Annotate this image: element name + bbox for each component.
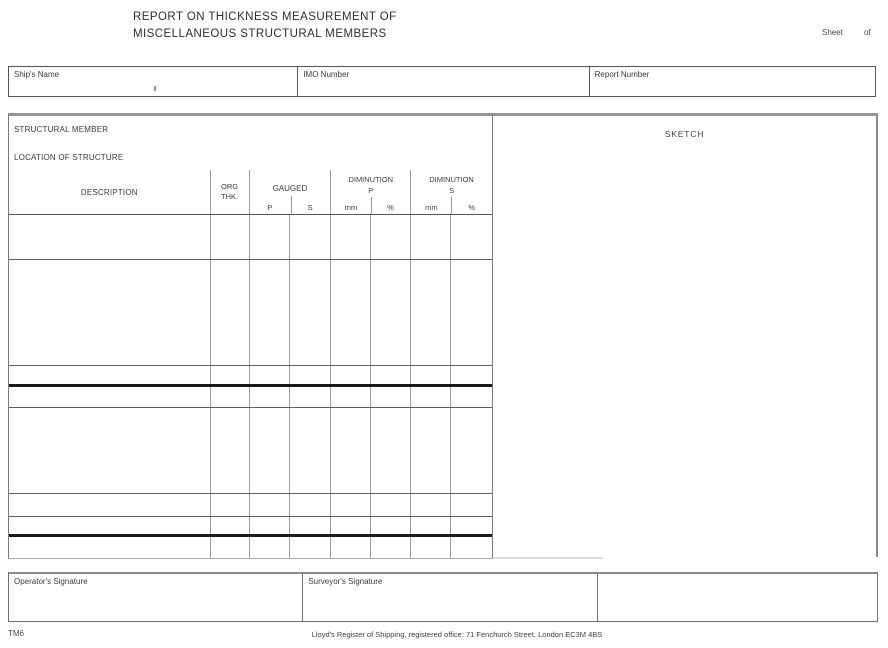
table-cell[interactable]	[290, 537, 331, 558]
blank-signature-field[interactable]	[598, 574, 877, 621]
table-cell[interactable]	[211, 517, 250, 534]
table-cell[interactable]	[371, 215, 411, 259]
gauged-p-label: P	[267, 203, 273, 212]
location-of-structure-label: LOCATION OF STRUCTURE	[14, 153, 124, 162]
sketch-area[interactable]	[493, 113, 878, 557]
structural-member-label: STRUCTURAL MEMBER	[14, 125, 109, 134]
table-row	[9, 494, 492, 517]
form-code: TM6	[8, 629, 24, 638]
sketch-label: SKETCH	[664, 129, 705, 139]
table-cell[interactable]	[331, 260, 371, 365]
report-number-label: Report Number	[594, 70, 650, 79]
table-row	[9, 260, 492, 366]
table-row	[9, 537, 492, 558]
diminution-p-letter: P	[368, 186, 374, 195]
measurement-table-header-band	[9, 116, 492, 170]
table-row	[9, 215, 492, 260]
table-cell[interactable]	[451, 260, 492, 365]
column-header-diminution-p	[331, 170, 411, 214]
imo-number-field[interactable]	[298, 67, 589, 96]
table-cell[interactable]	[9, 387, 211, 407]
table-cell[interactable]	[451, 408, 492, 493]
table-cell[interactable]	[211, 408, 250, 493]
page-title-line2: MISCELLANEOUS STRUCTURAL MEMBERS	[133, 27, 387, 40]
gauged-s-label: S	[307, 203, 313, 212]
table-cell[interactable]	[371, 366, 411, 384]
column-header-gauged	[250, 170, 332, 214]
surveyor-signature-field[interactable]	[303, 574, 597, 621]
table-cell[interactable]	[250, 517, 291, 534]
table-cell[interactable]	[411, 537, 451, 558]
table-cell[interactable]	[9, 494, 211, 516]
column-header-row	[9, 170, 492, 215]
thk-label: THK.	[220, 192, 239, 201]
table-cell[interactable]	[411, 215, 451, 259]
table-cell[interactable]	[211, 537, 250, 558]
table-cell[interactable]	[290, 260, 331, 365]
diminution-s-label: DIMINUTION	[429, 175, 474, 184]
ships-name-field[interactable]	[9, 67, 298, 96]
org-label: ORG	[220, 182, 239, 191]
table-cell[interactable]	[331, 366, 371, 384]
page-title-line1: REPORT ON THICKNESS MEASUREMENT OF	[133, 11, 397, 23]
table-cell[interactable]	[411, 387, 451, 407]
table-cell[interactable]	[411, 494, 451, 516]
column-header-diminution-s	[411, 170, 492, 214]
table-cell[interactable]	[290, 494, 331, 516]
column-header-description	[9, 170, 211, 214]
table-cell[interactable]	[371, 537, 411, 558]
table-cell[interactable]	[411, 260, 451, 365]
table-cell[interactable]	[371, 387, 411, 407]
description-label: DESCRIPTION	[80, 187, 138, 197]
diminution-p-pct-label: %	[387, 203, 394, 212]
table-cell[interactable]	[250, 366, 291, 384]
table-cell[interactable]	[451, 517, 492, 534]
table-cell[interactable]	[290, 215, 331, 259]
table-cell[interactable]	[371, 260, 411, 365]
table-cell[interactable]	[411, 408, 451, 493]
table-cell[interactable]	[451, 387, 492, 407]
operator-signature-label: Operator's Signature	[14, 577, 88, 586]
table-cell[interactable]	[250, 537, 291, 558]
ships-name-label: Ship's Name	[14, 70, 60, 79]
gauged-label: GAUGED	[272, 184, 308, 193]
table-cell[interactable]	[451, 366, 492, 384]
table-cell[interactable]	[411, 517, 451, 534]
table-cell[interactable]	[250, 408, 291, 493]
diminution-p-label: DIMINUTION	[348, 175, 394, 184]
table-cell[interactable]	[290, 517, 331, 534]
table-cell[interactable]	[371, 517, 411, 534]
table-row	[9, 387, 492, 408]
table-cell[interactable]	[211, 260, 250, 365]
table-cell[interactable]	[331, 387, 371, 407]
table-cell[interactable]	[331, 494, 371, 516]
table-cell[interactable]	[451, 215, 492, 259]
table-cell[interactable]	[290, 408, 331, 493]
signature-band	[8, 572, 878, 622]
table-cell[interactable]	[250, 387, 291, 407]
table-cell[interactable]	[331, 215, 371, 259]
diminution-s-pct-label: %	[468, 203, 476, 212]
table-cell[interactable]	[9, 366, 211, 384]
measurement-grid	[9, 215, 492, 558]
diminution-s-mm-label: mm	[425, 203, 438, 212]
column-header-org-thk	[211, 170, 250, 214]
table-cell[interactable]	[9, 260, 211, 365]
measurement-table	[8, 113, 493, 559]
table-cell[interactable]	[451, 537, 492, 558]
sheet-label: Sheet	[822, 28, 843, 37]
table-cell[interactable]	[331, 517, 371, 534]
table-cell[interactable]	[9, 517, 211, 534]
table-cell[interactable]	[290, 366, 331, 384]
table-row	[9, 517, 492, 537]
table-cell[interactable]	[411, 366, 451, 384]
table-cell[interactable]	[211, 366, 250, 384]
imo-number-label: IMO Number	[303, 70, 350, 79]
sketch-bottom-fade-line	[493, 557, 603, 559]
table-cell[interactable]	[290, 387, 331, 407]
table-cell[interactable]	[250, 494, 291, 516]
table-cell[interactable]	[331, 408, 371, 493]
table-row	[9, 366, 492, 387]
info-band	[8, 66, 876, 97]
table-cell[interactable]	[331, 537, 371, 558]
table-cell[interactable]	[250, 215, 291, 259]
table-cell[interactable]	[9, 537, 211, 558]
diminution-p-mm-label: mm	[344, 203, 358, 212]
page-title	[133, 9, 397, 42]
table-cell[interactable]	[211, 215, 250, 259]
operator-signature-field[interactable]	[9, 574, 303, 621]
report-number-field[interactable]	[590, 67, 875, 96]
table-cell[interactable]	[250, 260, 291, 365]
table-cell[interactable]	[9, 215, 211, 259]
sheet-of-label: of	[864, 28, 871, 37]
table-cell[interactable]	[211, 387, 250, 407]
table-cell[interactable]	[211, 494, 250, 516]
table-cell[interactable]	[371, 494, 411, 516]
footer-text: Lloyd's Register of Shipping, registered office: 71 Fenchurch Street, London EC3M 4BS	[311, 630, 603, 639]
table-cell[interactable]	[9, 408, 211, 493]
table-row	[9, 408, 492, 494]
table-cell[interactable]	[451, 494, 492, 516]
table-cell[interactable]	[371, 408, 411, 493]
diminution-s-letter: S	[449, 186, 455, 195]
surveyor-signature-label: Surveyor's Signature	[308, 577, 383, 586]
